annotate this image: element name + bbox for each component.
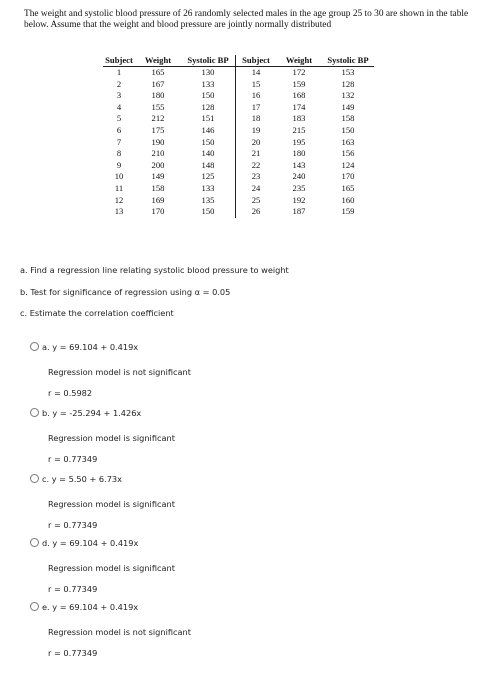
cell-systolic-bp: 128	[181, 102, 236, 114]
cell-weight: 187	[292, 206, 306, 217]
cell-systolic-bp: 170	[341, 171, 355, 182]
cell-systolic-bp: 135	[181, 195, 236, 207]
table-row	[103, 183, 374, 195]
option-equation: e. y = 69.104 + 0.419x	[42, 602, 139, 612]
cell-subject: 3	[116, 90, 122, 101]
cell-systolic-bp: 133	[181, 183, 236, 195]
cell-systolic-bp: 130	[181, 67, 236, 79]
cell-subject: 5	[116, 113, 122, 124]
table-row	[103, 90, 374, 102]
cell-subject: 14	[251, 67, 261, 77]
cell-systolic-bp: 160	[341, 194, 355, 205]
cell-weight: 212	[151, 113, 165, 124]
option-significance: Regression model is not significant	[48, 367, 191, 377]
cell-subject: 12	[114, 194, 124, 205]
cell-weight: 167	[151, 78, 165, 89]
data-table	[103, 55, 374, 218]
cell-subject: 22	[251, 159, 261, 170]
cell-weight: 240	[292, 171, 306, 182]
table-row	[103, 171, 374, 183]
cell-subject: 15	[251, 78, 261, 89]
cell-systolic-bp: 156	[341, 148, 355, 159]
cell-weight: 200	[151, 159, 165, 170]
header-systolic-bp: Systolic BP	[181, 55, 236, 67]
cell-systolic-bp: 132	[341, 90, 355, 101]
radio-button[interactable]	[30, 538, 39, 547]
option-equation: b. y = -25.294 + 1.426x	[42, 408, 142, 418]
table-header-row	[103, 55, 374, 67]
cell-subject: 24	[251, 182, 261, 193]
cell-systolic-bp: 149	[341, 101, 355, 112]
cell-subject: 25	[251, 194, 261, 205]
cell-weight: 195	[292, 136, 306, 147]
table-body	[103, 67, 374, 218]
cell-weight: 168	[292, 90, 306, 101]
cell-subject: 17	[251, 101, 261, 112]
header-weight: Weight	[135, 55, 181, 67]
table-row	[103, 206, 374, 218]
cell-systolic-bp: 150	[181, 206, 236, 218]
cell-weight: 165	[151, 67, 165, 77]
cell-weight: 183	[292, 113, 306, 124]
radio-button[interactable]	[30, 342, 39, 351]
cell-weight: 190	[151, 136, 165, 147]
option-correlation: r = 0.77349	[48, 520, 98, 530]
option-correlation: r = 0.5982	[48, 388, 93, 398]
cell-subject: 11	[114, 182, 124, 193]
cell-weight: 192	[292, 194, 306, 205]
cell-systolic-bp: 159	[341, 206, 355, 217]
option-correlation: r = 0.77349	[48, 648, 98, 658]
cell-subject: 2	[116, 78, 122, 89]
question-b: b. Test for significance of regression using α = 0.05	[20, 287, 231, 297]
radio-button[interactable]	[30, 602, 39, 611]
cell-systolic-bp: 140	[181, 148, 236, 160]
cell-systolic-bp: 158	[341, 113, 355, 124]
cell-subject: 26	[251, 206, 261, 217]
option-significance: Regression model is significant	[48, 563, 175, 573]
cell-weight: 172	[292, 67, 306, 77]
cell-weight: 175	[151, 124, 165, 135]
cell-systolic-bp: 128	[341, 78, 355, 89]
cell-weight: 215	[292, 124, 306, 135]
option-significance: Regression model is not significant	[48, 627, 191, 637]
option-correlation: r = 0.77349	[48, 584, 98, 594]
option-equation: c. y = 5.50 + 6.73x	[42, 474, 122, 484]
radio-button[interactable]	[30, 474, 39, 483]
cell-subject: 8	[116, 148, 122, 159]
cell-subject: 10	[114, 171, 124, 182]
table-row	[103, 125, 374, 137]
cell-subject: 6	[116, 124, 122, 135]
cell-systolic-bp: 133	[181, 79, 236, 91]
table-row	[103, 113, 374, 125]
cell-weight: 170	[151, 206, 165, 217]
header-systolic-bp: Systolic BP	[322, 55, 374, 67]
cell-weight: 149	[151, 171, 165, 182]
table-row	[103, 195, 374, 207]
table-row	[103, 67, 374, 79]
radio-button[interactable]	[30, 408, 39, 417]
table-row	[103, 79, 374, 91]
cell-subject: 20	[251, 136, 261, 147]
cell-subject: 23	[251, 171, 261, 182]
cell-subject: 18	[251, 113, 261, 124]
cell-systolic-bp: 151	[181, 113, 236, 125]
cell-subject: 16	[251, 90, 261, 101]
cell-subject: 4	[116, 101, 122, 112]
table-row	[103, 148, 374, 160]
cell-subject: 13	[114, 206, 124, 217]
cell-systolic-bp: 165	[341, 182, 355, 193]
cell-subject: 9	[116, 159, 122, 170]
table-row	[103, 137, 374, 149]
question-c: c. Estimate the correlation coefficient	[20, 308, 174, 318]
question-a: a. Find a regression line relating systolic blood pressure to weight	[20, 265, 289, 275]
cell-subject: 1	[116, 67, 122, 77]
header-subject: Subject	[103, 55, 135, 67]
cell-systolic-bp: 124	[341, 159, 355, 170]
cell-systolic-bp: 150	[181, 90, 236, 102]
cell-subject: 19	[251, 124, 261, 135]
cell-systolic-bp: 146	[181, 125, 236, 137]
option-significance: Regression model is significant	[48, 499, 175, 509]
option-correlation: r = 0.77349	[48, 454, 98, 464]
cell-weight: 155	[151, 101, 165, 112]
cell-systolic-bp: 153	[341, 67, 355, 77]
cell-weight: 180	[151, 90, 165, 101]
cell-systolic-bp: 163	[341, 136, 355, 147]
cell-systolic-bp: 148	[181, 160, 236, 172]
option-equation: a. y = 69.104 + 0.419x	[42, 342, 139, 352]
option-equation: d. y = 69.104 + 0.419x	[42, 538, 139, 548]
cell-weight: 169	[151, 194, 165, 205]
cell-subject: 21	[251, 148, 261, 159]
problem-statement: The weight and systolic blood pressure of 26 randomly selected males in the age group 25 to 30 are shown in the table below. Assume that the weight and blood pressure are jointly normally distributed	[24, 9, 469, 30]
cell-subject: 7	[116, 136, 122, 147]
option-significance: Regression model is significant	[48, 433, 175, 443]
cell-weight: 159	[292, 78, 306, 89]
cell-weight: 180	[292, 148, 306, 159]
cell-systolic-bp: 150	[181, 137, 236, 149]
header-weight: Weight	[276, 55, 322, 67]
table-row	[103, 102, 374, 114]
table-row	[103, 160, 374, 172]
cell-weight: 158	[151, 182, 165, 193]
cell-systolic-bp: 150	[341, 124, 355, 135]
cell-weight: 210	[151, 148, 165, 159]
cell-weight: 143	[292, 159, 306, 170]
cell-systolic-bp: 125	[181, 171, 236, 183]
cell-weight: 235	[292, 182, 306, 193]
cell-weight: 174	[292, 101, 306, 112]
header-subject: Subject	[236, 55, 277, 67]
